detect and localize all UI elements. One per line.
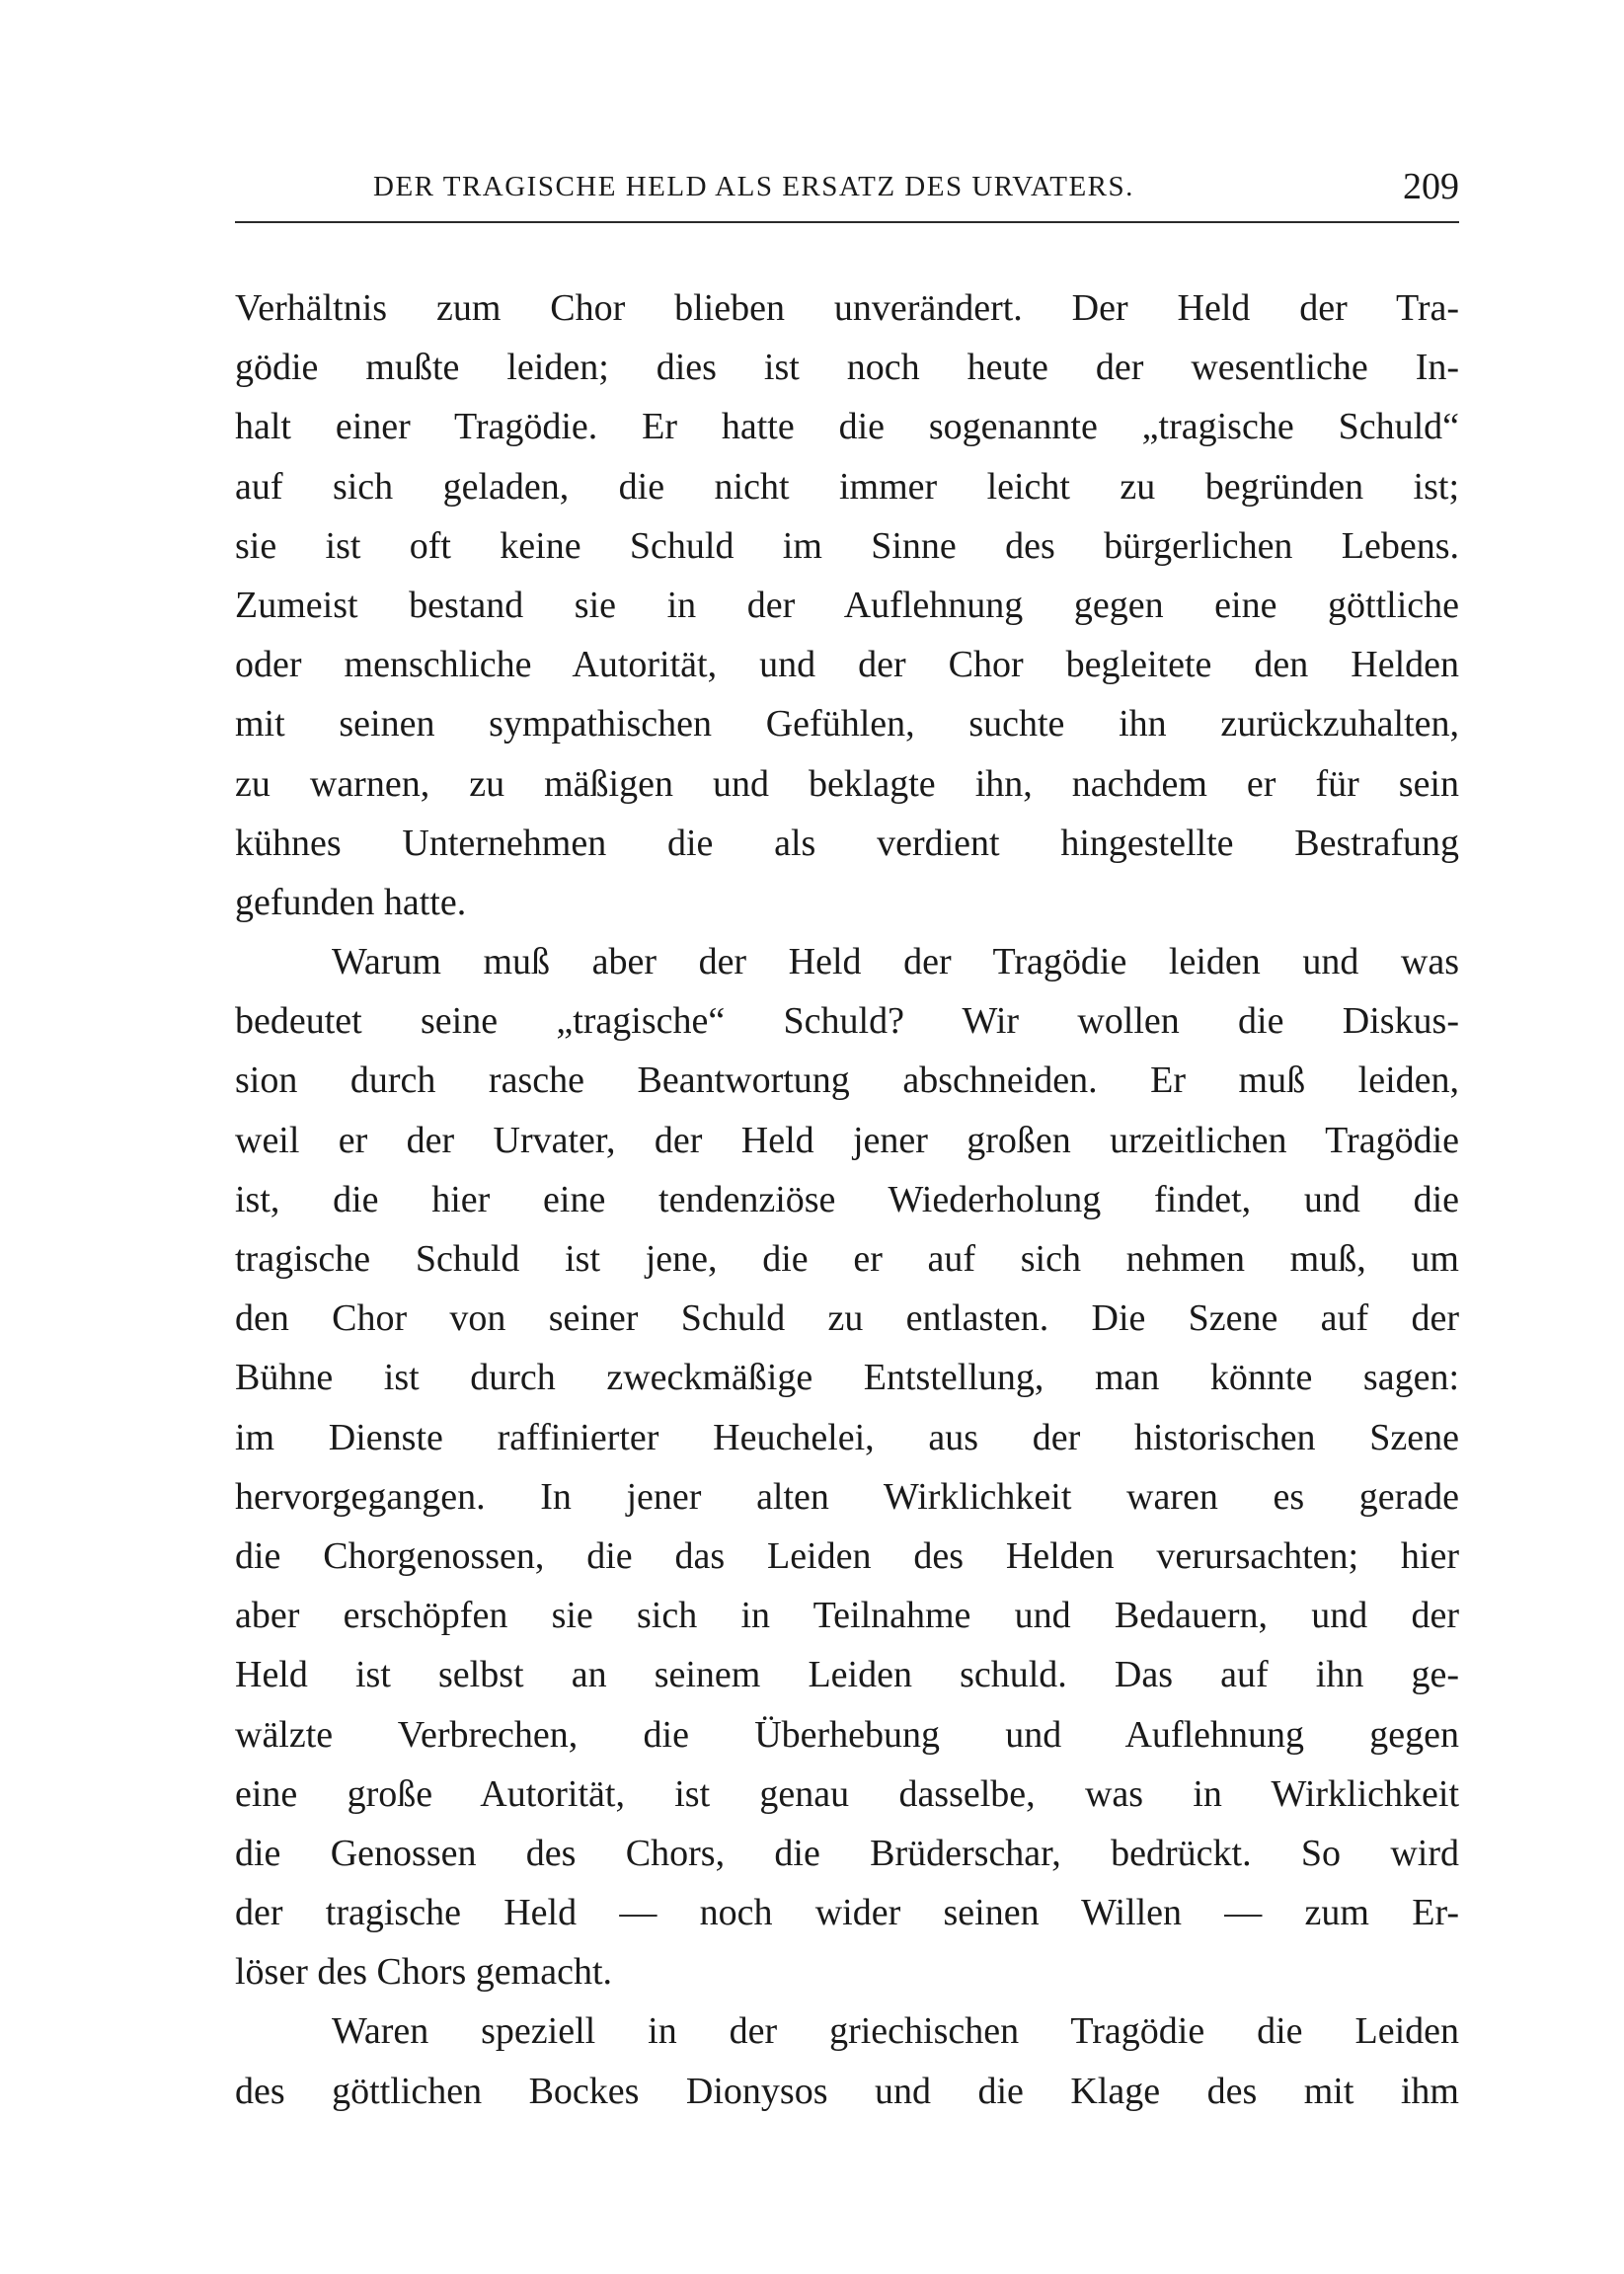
text-line: im Dienste raffinierter Heuchelei, aus der historischen Szene [235, 1416, 1459, 1458]
text-line: gödie mußte leiden; dies ist noch heute der wesentliche In- [235, 347, 1459, 389]
text-line: ist, die hier eine tendenziöse Wiederholung findet, und die [235, 1178, 1459, 1220]
text-line: bedeutet seine „tragische“ Schuld? Wir wollen die Diskus- [235, 1000, 1459, 1043]
running-head-title: DER TRAGISCHE HELD ALS ERSATZ DES URVATERS. [373, 171, 1134, 202]
text-line: Bühne ist durch zweckmäßige Entstellung, man könnte sagen: [235, 1357, 1459, 1399]
paragraph-2 [235, 932, 1459, 2001]
text-line: halt einer Tragödie. Er hatte die sogenannte „tragische Schuld“ [235, 406, 1459, 448]
text-line: auf sich geladen, die nicht immer leicht zu begründen ist; [235, 465, 1459, 508]
text-line: aber erschöpfen sie sich in Teilnahme und Bedauern, und der [235, 1595, 1459, 1637]
text-line: die Chorgenossen, die das Leiden des Helden verursachten; hier [235, 1534, 1459, 1577]
text-line: der tragische Held — noch wider seinen Willen — zum Er- [235, 1892, 1459, 1934]
paragraph-3 [235, 2001, 1459, 2120]
text-line: gefunden hatte. [235, 881, 467, 923]
text-line: zu warnen, zu mäßigen und beklagte ihn, nachdem er für sein [235, 762, 1459, 805]
text-line: des göttlichen Bockes Dionysos und die Klage des mit ihm [235, 2070, 1459, 2112]
text-line: sie ist oft keine Schuld im Sinne des bürgerlichen Lebens. [235, 524, 1459, 567]
text-line: weil er der Urvater, der Held jener großen urzeitlichen Tragödie [235, 1119, 1459, 1161]
running-head [235, 163, 1459, 222]
header-rule [235, 221, 1459, 223]
text-line: löser des Chors gemacht. [235, 1951, 613, 1994]
text-line: den Chor von seiner Schuld zu entlasten. Die Szene auf der [235, 1297, 1459, 1340]
text-line: Warum muß aber der Held der Tragödie leiden und was [332, 941, 1459, 983]
text-line: tragische Schuld ist jene, die er auf sich nehmen muß, um [235, 1238, 1459, 1280]
text-line: Held ist selbst an seinem Leiden schuld. Das auf ihn ge- [235, 1654, 1459, 1696]
text-line: hervorgegangen. In jener alten Wirklichkeit waren es gerade [235, 1475, 1459, 1518]
text-line: die Genossen des Chors, die Brüderschar, bedrückt. So wird [235, 1832, 1459, 1874]
text-line: sion durch rasche Beantwortung abschneiden. Er muß leiden, [235, 1059, 1459, 1102]
body-text [235, 278, 1459, 2121]
paragraph-1 [235, 278, 1459, 932]
text-line: Zumeist bestand sie in der Auflehnung gegen eine göttliche [235, 584, 1459, 626]
text-line: wälzte Verbrechen, die Überhebung und Auflehnung gegen [235, 1713, 1459, 1756]
text-line: eine große Autorität, ist genau dasselbe, was in Wirklichkeit [235, 1772, 1459, 1815]
text-line: kühnes Unternehmen die als verdient hingestellte Bestrafung [235, 822, 1459, 864]
text-line: Waren speziell in der griechischen Tragödie die Leiden [332, 2010, 1459, 2053]
text-line: Verhältnis zum Chor blieben unverändert. Der Held der Tra- [235, 287, 1459, 329]
text-line: mit seinen sympathischen Gefühlen, suchte ihn zurückzuhalten, [235, 703, 1459, 745]
page-number: 209 [1403, 166, 1459, 207]
text-line: oder menschliche Autorität, und der Chor begleitete den Helden [235, 644, 1459, 686]
